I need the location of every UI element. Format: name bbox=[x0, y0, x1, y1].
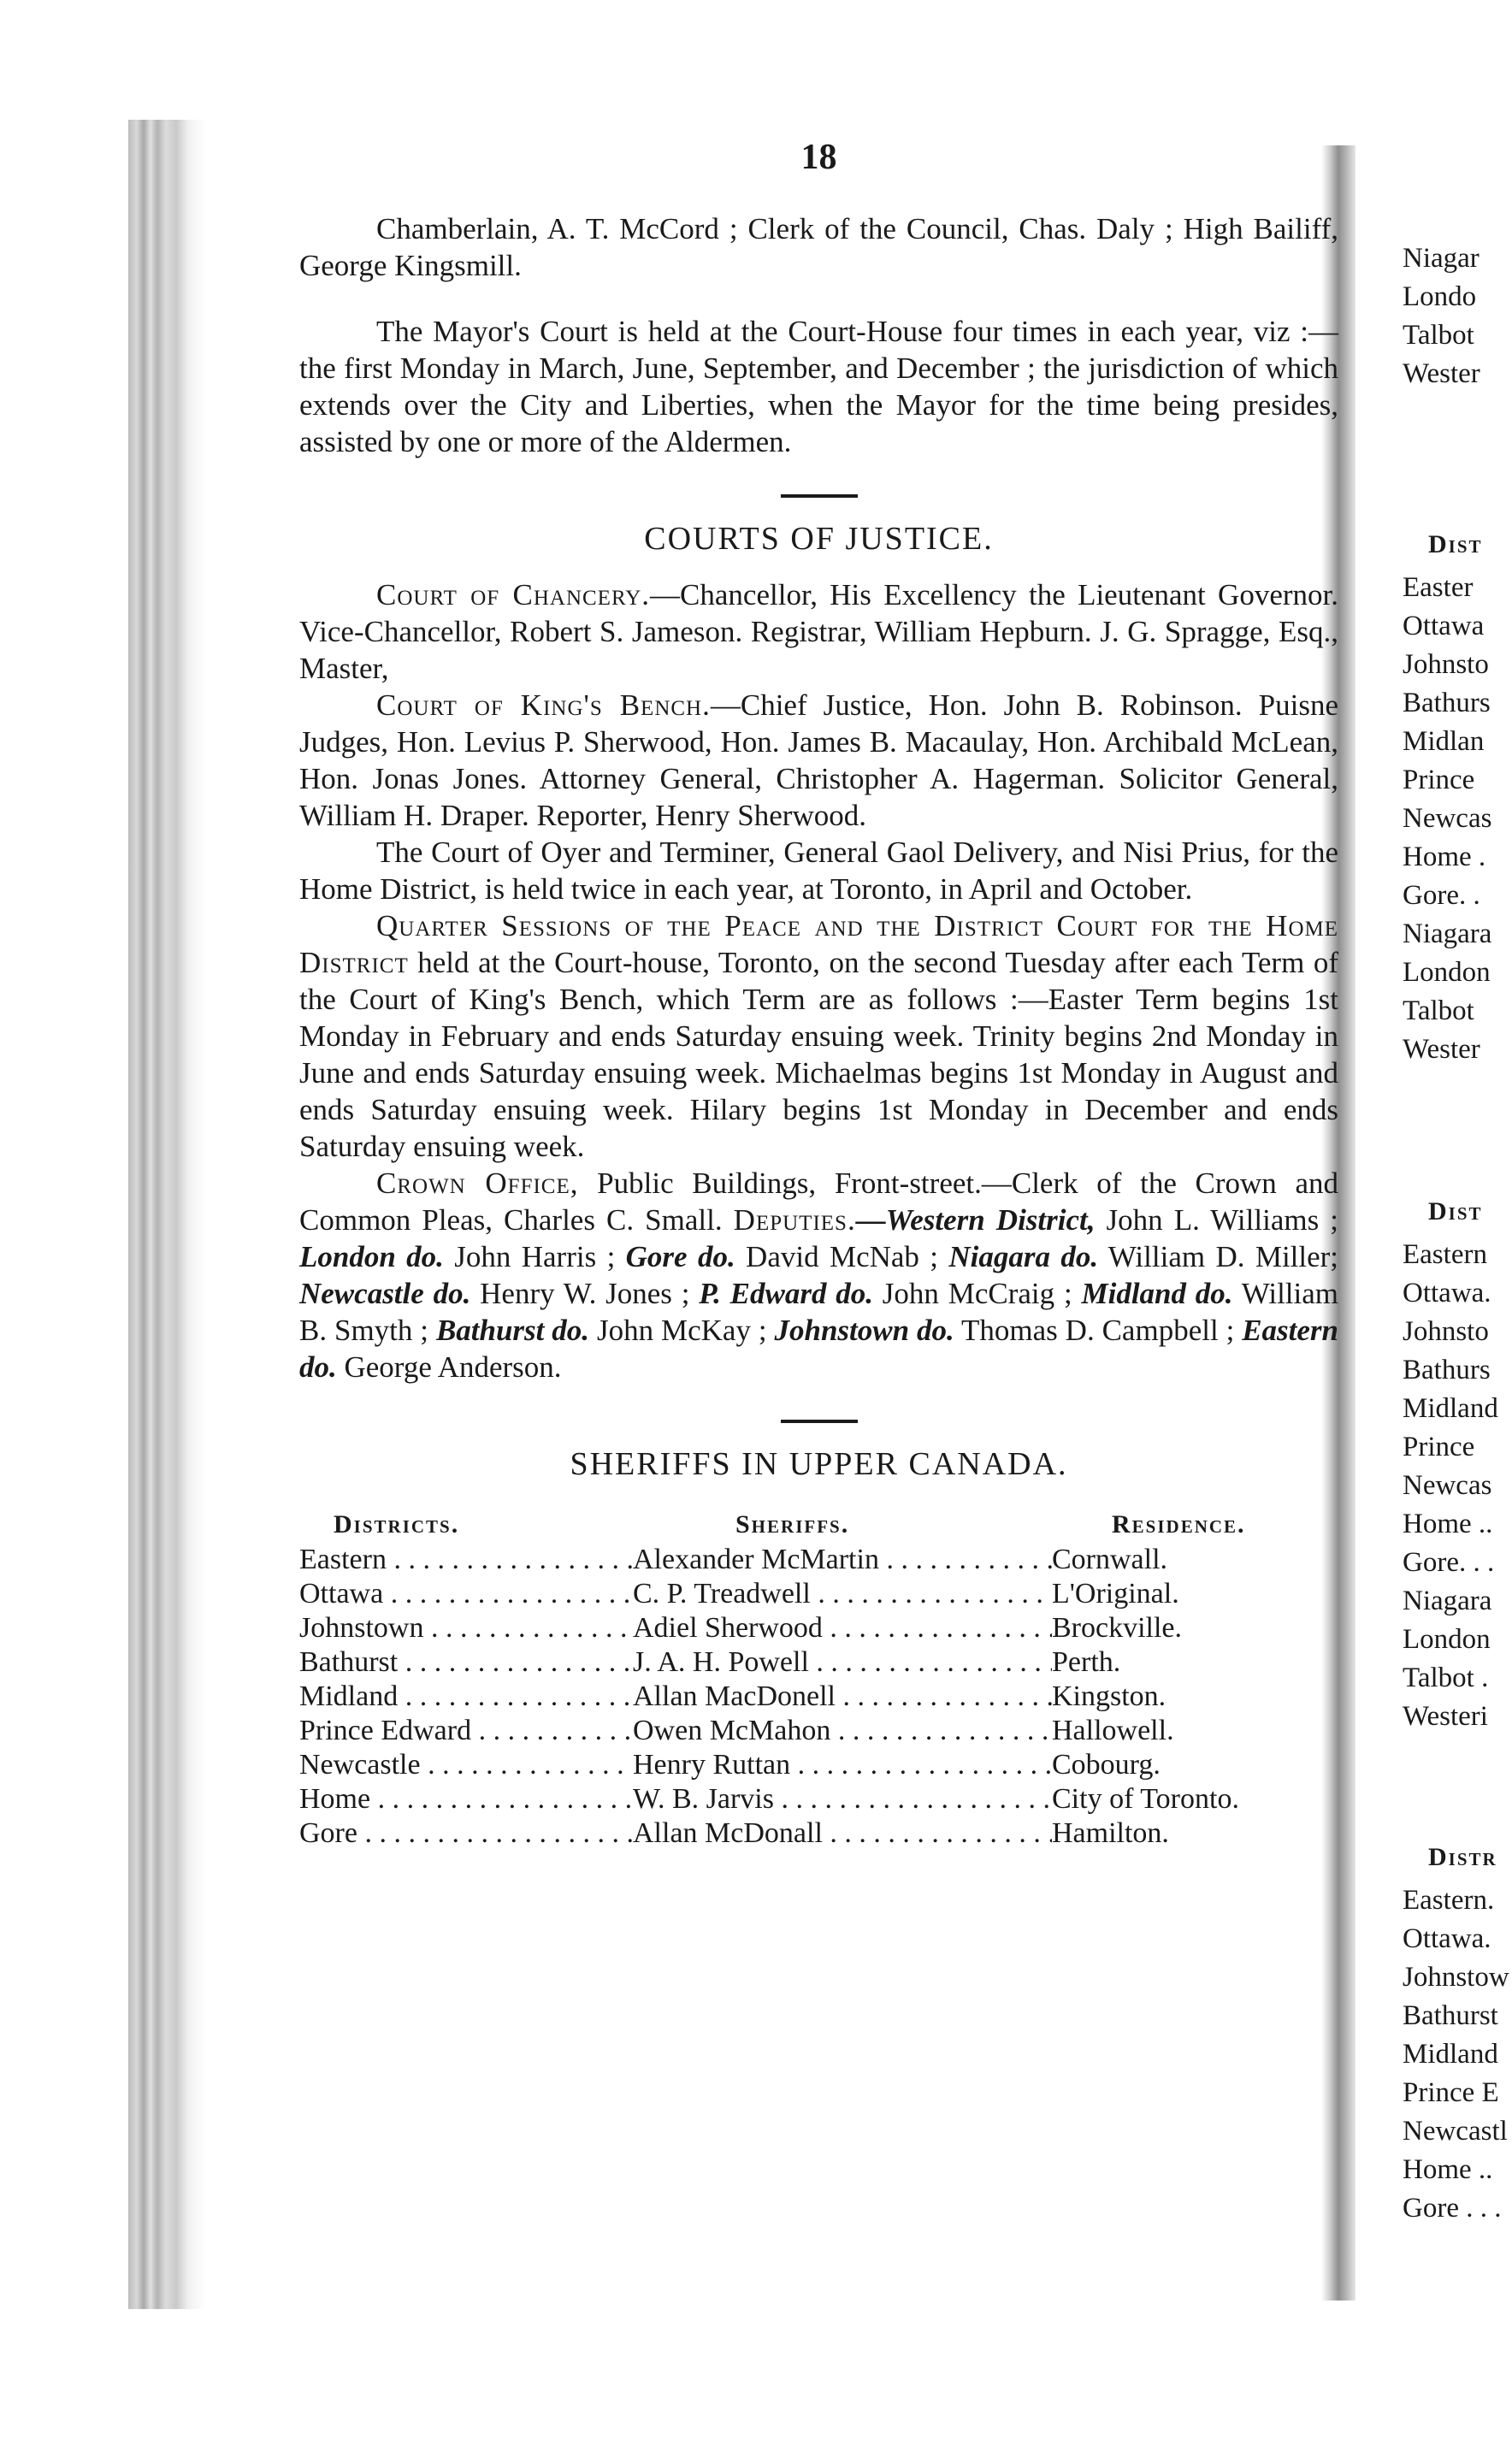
page-number: 18 bbox=[800, 138, 837, 177]
right-page-district-fragment: Bathurs bbox=[1403, 1355, 1491, 1385]
court-of-chancery-label: Court of Chancery. bbox=[376, 578, 651, 611]
right-page-district-fragment: Niagara bbox=[1403, 1586, 1492, 1616]
right-page-list-1 bbox=[1355, 239, 1480, 393]
quarter-sessions-label: Quarter Sessions of the Peace and the District Court for the Home District bbox=[299, 909, 1338, 979]
deputy-district: Niagara do. bbox=[948, 1240, 1099, 1273]
deputy-district: Johnstown do. bbox=[774, 1314, 954, 1347]
deputy-district: P. Edward do. bbox=[699, 1277, 874, 1310]
quarter-sessions-paragraph bbox=[299, 907, 1338, 1165]
sheriff-district: Eastern . . . bbox=[299, 1543, 633, 1577]
right-page-district-fragment: Newcastl bbox=[1403, 2116, 1508, 2147]
kings-bench-paragraph bbox=[299, 687, 1338, 834]
courts-of-justice-heading: COURTS OF JUSTICE. bbox=[644, 521, 994, 557]
deputy-name: Thomas D. Campbell ; bbox=[954, 1314, 1243, 1347]
sheriff-district: Newcastle . . . bbox=[299, 1748, 633, 1782]
sheriffs-table-header bbox=[299, 1510, 1338, 1539]
sheriff-row bbox=[299, 1816, 1338, 1851]
right-page-heading-3: Dist bbox=[1428, 1197, 1483, 1226]
sheriff-residence: L'Original. bbox=[1052, 1578, 1179, 1610]
sheriff-name: J. A. H. Powell . . . bbox=[633, 1645, 1052, 1680]
deputy-name: John McCraig ; bbox=[873, 1277, 1082, 1310]
right-page-district-fragment: Gore. . . bbox=[1403, 1547, 1495, 1578]
court-of-chancery-text: —Chancellor, His Excellency the Lieutenant Governor. Vice-Chancellor, Robert S. Jameson. Registrar, William Hepburn. J. G. Spragge, Esq., Master, bbox=[299, 578, 1338, 685]
sheriff-row bbox=[299, 1645, 1338, 1680]
deputy-name: John L. Williams ; bbox=[1095, 1203, 1338, 1237]
sheriff-residence: Brockville. bbox=[1052, 1612, 1183, 1644]
sheriff-row bbox=[299, 1748, 1338, 1782]
right-page-district-fragment: Newcas bbox=[1403, 803, 1492, 834]
deputy-district: London do. bbox=[299, 1240, 444, 1273]
section-divider bbox=[781, 1420, 858, 1423]
right-page-district-fragment: Bathurs bbox=[1403, 688, 1491, 718]
deputy-name: Henry W. Jones ; bbox=[470, 1277, 700, 1310]
right-page-district-fragment: London bbox=[1403, 1624, 1491, 1655]
mayors-court-paragraph: The Mayor's Court is held at the Court-House four times in each year, viz :—the first Monday in March, June, September, and December ; the jurisdiction of which extends over the City and Liberties, when the Mayor for the time being presides, assisted by one or more of the Aldermen. bbox=[299, 315, 1338, 458]
right-page-district-fragment: Home .. bbox=[1403, 1509, 1493, 1539]
deputy-name: David McNab ; bbox=[735, 1240, 949, 1273]
sheriff-row bbox=[299, 1543, 1338, 1577]
oyer-terminer-paragraph: The Court of Oyer and Terminer, General Gaol Delivery, and Nisi Prius, for the Home District, is held twice in each year, at Toronto, in April and October. bbox=[299, 836, 1338, 906]
sheriff-row bbox=[299, 1714, 1338, 1748]
right-page-district-fragment: Johnstow bbox=[1403, 1962, 1509, 1993]
right-page-district-fragment: Bathurst bbox=[1403, 2000, 1498, 2031]
column-header-residence: Residence. bbox=[1112, 1510, 1246, 1539]
deputy-name: William D. Miller; bbox=[1098, 1240, 1339, 1273]
sheriff-row bbox=[299, 1782, 1338, 1816]
crown-office-text: Public Buildings, Front-street.—Clerk of the Crown and Common Pleas, Charles C. Small. bbox=[299, 1167, 1338, 1237]
right-page-district-fragment: Gore . . . bbox=[1403, 2193, 1502, 2224]
right-page-district-fragment: Midland bbox=[1403, 2039, 1498, 2070]
intro-paragraph-officials: Chamberlain, A. T. McCord ; Clerk of the Council, Chas. Daly ; High Bailiff, George Kingsmill. bbox=[299, 212, 1338, 282]
sheriff-row bbox=[299, 1611, 1338, 1645]
right-page-district-fragment: Ottawa. bbox=[1403, 1923, 1491, 1954]
right-page-heading-2: Dist bbox=[1428, 530, 1483, 558]
right-page-district-fragment: Wester bbox=[1403, 358, 1480, 389]
right-page-district-fragment: Midlan bbox=[1403, 726, 1485, 757]
section-divider bbox=[781, 494, 858, 498]
kings-bench-label: Court of King's Bench. bbox=[376, 688, 711, 722]
deputy-district: —Western District, bbox=[855, 1203, 1096, 1237]
sheriff-district: Prince Edward . . . bbox=[299, 1714, 633, 1748]
quarter-sessions-text: held at the Court-house, Toronto, on the second Tuesday after each Term of the Court of King's Bench, which Term are as follows :—Easter Term begins 1st Monday in February and ends Saturday ensuing week. Trinity begins 2nd Monday in June and ends Saturday ensuing week. Michaelmas begins 1st Monday in August and ends Saturday ensuing week. Hilary begins 1st Monday in December and ends Saturday ensuing week. bbox=[299, 946, 1338, 1163]
column-header-sheriffs: Sheriffs. bbox=[735, 1510, 850, 1539]
right-page-list-2 bbox=[1355, 569, 1491, 1069]
sheriff-district: Gore . . . bbox=[299, 1816, 633, 1851]
crown-office-paragraph bbox=[299, 1165, 1338, 1385]
column-header-districts: Districts. bbox=[334, 1510, 460, 1539]
right-page-district-fragment: Easter bbox=[1403, 572, 1474, 603]
deputy-district: Gore do. bbox=[625, 1240, 735, 1273]
sheriff-name: Owen McMahon . . . bbox=[633, 1714, 1052, 1748]
sheriff-residence: Cobourg. bbox=[1052, 1749, 1161, 1781]
sheriffs-table bbox=[299, 1543, 1338, 1851]
right-page-district-fragment: Home .. bbox=[1403, 2154, 1493, 2185]
right-page-district-fragment: Eastern bbox=[1403, 1239, 1487, 1270]
sheriff-residence: Perth. bbox=[1052, 1646, 1121, 1678]
sheriff-name: Adiel Sherwood . . . bbox=[633, 1611, 1052, 1645]
sheriff-name: Allan MacDonell . . . bbox=[633, 1680, 1052, 1714]
sheriff-name: W. B. Jarvis . . . bbox=[633, 1782, 1052, 1816]
sheriff-district: Bathurst . . . bbox=[299, 1645, 633, 1680]
right-page-district-fragment: Wester bbox=[1403, 1034, 1480, 1065]
right-page-district-fragment: Gore. . bbox=[1403, 880, 1480, 911]
sheriff-residence: Hamilton. bbox=[1052, 1817, 1169, 1849]
deputies-label: Deputies. bbox=[733, 1203, 856, 1237]
sheriff-residence: Hallowell. bbox=[1052, 1715, 1174, 1746]
deputy-district: Eastern do. bbox=[299, 1314, 1339, 1384]
right-page-district-fragment: Niagara bbox=[1403, 918, 1492, 949]
sheriff-district: Johnstown . . . bbox=[299, 1611, 633, 1645]
sheriff-district: Home . . . bbox=[299, 1782, 633, 1816]
sheriff-name: C. P. Treadwell . . . bbox=[633, 1577, 1052, 1611]
right-page-district-fragment: Prince bbox=[1403, 1432, 1475, 1462]
crown-office-label: Crown Office, bbox=[376, 1167, 579, 1200]
deputy-name: George Anderson. bbox=[336, 1350, 562, 1384]
right-page-district-fragment: Talbot bbox=[1403, 995, 1474, 1026]
sheriff-name: Alexander McMartin . . . bbox=[633, 1543, 1052, 1577]
sheriff-residence: Kingston. bbox=[1052, 1680, 1166, 1712]
deputy-district: Midland do. bbox=[1081, 1277, 1233, 1310]
right-page-district-fragment: Niagar bbox=[1403, 243, 1480, 274]
sheriff-residence: Cornwall. bbox=[1052, 1544, 1168, 1575]
sheriff-row bbox=[299, 1680, 1338, 1714]
deputy-name: John Harris ; bbox=[443, 1240, 626, 1273]
right-page-district-fragment: Eastern. bbox=[1403, 1885, 1495, 1916]
right-page-district-fragment: Midland bbox=[1403, 1393, 1498, 1424]
deputy-district: Newcastle do. bbox=[299, 1277, 471, 1310]
sheriff-name: Henry Ruttan . . . bbox=[633, 1748, 1052, 1782]
kings-bench-text: —Chief Justice, Hon. John B. Robinson. Puisne Judges, Hon. Levius P. Sherwood, Hon. James B. Macaulay, Hon. Archibald McLean, Hon. Jonas Jones. Attorney General, Christopher A. Hagerman. Solicitor General, William H. Draper. Reporter, Henry Sherwood. bbox=[299, 688, 1338, 832]
book-page-edges bbox=[128, 120, 205, 2309]
deputy-district: Bathurst do. bbox=[435, 1314, 590, 1347]
right-page-district-fragment: Ottawa. bbox=[1403, 1278, 1491, 1308]
court-of-chancery-paragraph bbox=[299, 576, 1338, 687]
deputy-name: William B. Smyth ; bbox=[299, 1277, 1339, 1347]
right-page-list-3 bbox=[1355, 1236, 1498, 1736]
right-page-district-fragment: Londo bbox=[1403, 281, 1477, 312]
sheriffs-heading: SHERIFFS IN UPPER CANADA. bbox=[570, 1446, 1068, 1482]
right-page-district-fragment: Prince bbox=[1403, 765, 1475, 795]
deputy-name: John McKay ; bbox=[589, 1314, 775, 1347]
page-text bbox=[299, 137, 1338, 1851]
right-page-district-fragment: Home . bbox=[1403, 842, 1486, 872]
right-page-district-fragment: Prince E bbox=[1403, 2077, 1499, 2108]
sheriff-district: Midland . . . bbox=[299, 1680, 633, 1714]
right-page-list-4 bbox=[1355, 1881, 1509, 2228]
sheriff-district: Ottawa . . . bbox=[299, 1577, 633, 1611]
right-page-district-fragment: Newcas bbox=[1403, 1470, 1492, 1501]
right-page-district-fragment: Johnsto bbox=[1403, 1316, 1489, 1347]
sheriff-residence: City of Toronto. bbox=[1052, 1783, 1239, 1815]
right-page-district-fragment: Talbot bbox=[1403, 320, 1474, 351]
right-page-district-fragment: Talbot . bbox=[1403, 1663, 1489, 1693]
right-page-district-fragment: London bbox=[1403, 957, 1491, 988]
right-page-fragment bbox=[1355, 128, 1512, 2283]
right-page-heading-4: Distr bbox=[1428, 1843, 1497, 1871]
right-page-district-fragment: Ottawa bbox=[1403, 611, 1485, 641]
sheriff-name: Allan McDonall . . . bbox=[633, 1816, 1052, 1851]
right-page-district-fragment: Johnsto bbox=[1403, 649, 1489, 680]
sheriff-row bbox=[299, 1577, 1338, 1611]
right-page-district-fragment: Westeri bbox=[1403, 1701, 1488, 1732]
